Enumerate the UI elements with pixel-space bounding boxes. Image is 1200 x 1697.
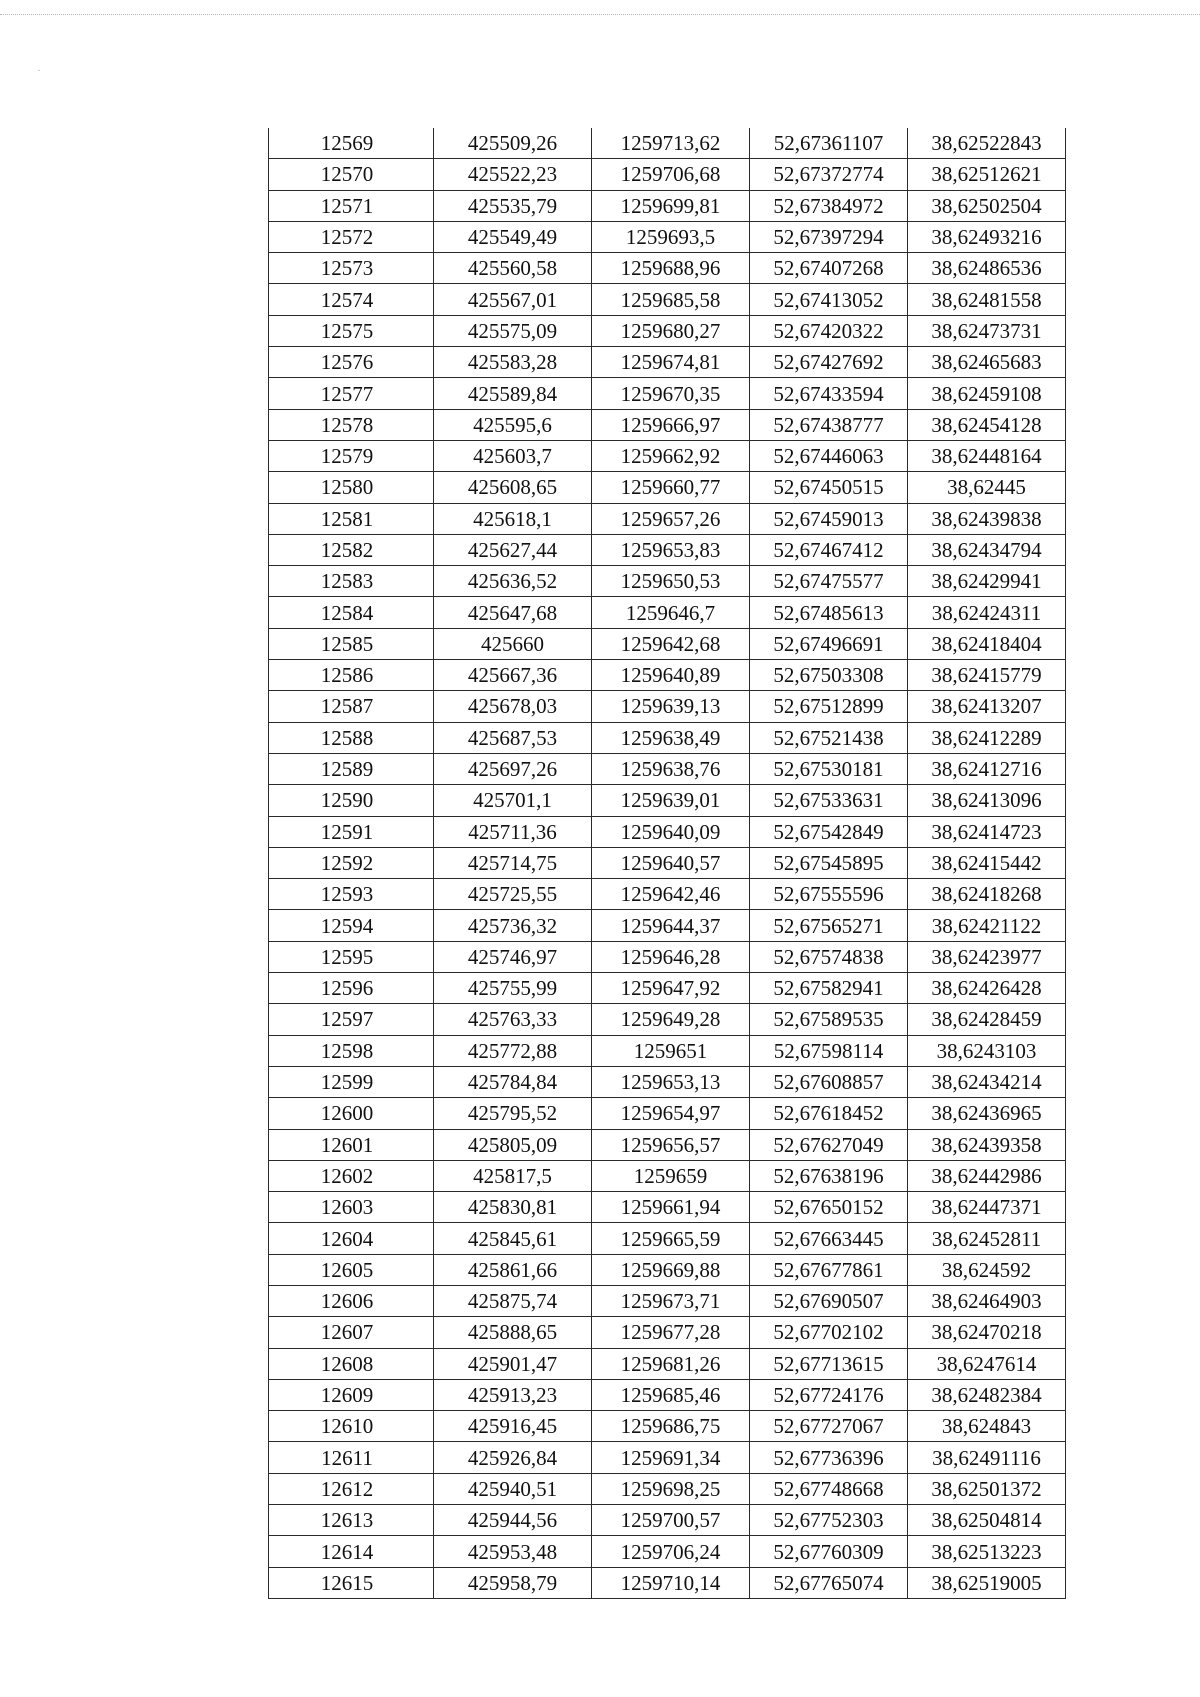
longitude-cell: 38,62445 [908, 472, 1066, 503]
longitude-cell: 38,62504814 [908, 1505, 1066, 1536]
longitude-cell: 38,62415442 [908, 847, 1066, 878]
y-coordinate-cell: 1259710,14 [592, 1567, 750, 1598]
table-row [269, 1066, 1066, 1097]
scan-speck [38, 70, 40, 71]
point-number-cell: 12581 [269, 503, 434, 534]
longitude-cell: 38,624843 [908, 1411, 1066, 1442]
x-coordinate-cell: 425913,23 [434, 1379, 592, 1410]
point-number-cell: 12591 [269, 816, 434, 847]
latitude-cell: 52,67760309 [750, 1536, 908, 1567]
longitude-cell: 38,62502504 [908, 190, 1066, 221]
y-coordinate-cell: 1259677,28 [592, 1317, 750, 1348]
latitude-cell: 52,67475577 [750, 566, 908, 597]
latitude-cell: 52,67724176 [750, 1379, 908, 1410]
longitude-cell: 38,62418404 [908, 628, 1066, 659]
point-number-cell: 12593 [269, 879, 434, 910]
point-number-cell: 12576 [269, 347, 434, 378]
longitude-cell: 38,62414723 [908, 816, 1066, 847]
latitude-cell: 52,67545895 [750, 847, 908, 878]
x-coordinate-cell: 425608,65 [434, 472, 592, 503]
latitude-cell: 52,67446063 [750, 440, 908, 471]
point-number-cell: 12582 [269, 534, 434, 565]
y-coordinate-cell: 1259639,01 [592, 785, 750, 816]
y-coordinate-cell: 1259646,7 [592, 597, 750, 628]
y-coordinate-cell: 1259657,26 [592, 503, 750, 534]
longitude-cell: 38,62412716 [908, 753, 1066, 784]
latitude-cell: 52,67565271 [750, 910, 908, 941]
point-number-cell: 12597 [269, 1004, 434, 1035]
table-row [269, 159, 1066, 190]
table-row [269, 190, 1066, 221]
point-number-cell: 12587 [269, 691, 434, 722]
y-coordinate-cell: 1259644,37 [592, 910, 750, 941]
latitude-cell: 52,67727067 [750, 1411, 908, 1442]
table-row [269, 1411, 1066, 1442]
point-number-cell: 12605 [269, 1254, 434, 1285]
point-number-cell: 12600 [269, 1098, 434, 1129]
table-row [269, 691, 1066, 722]
table-row [269, 1129, 1066, 1160]
y-coordinate-cell: 1259640,09 [592, 816, 750, 847]
y-coordinate-cell: 1259666,97 [592, 409, 750, 440]
longitude-cell: 38,62522843 [908, 128, 1066, 159]
table-row [269, 503, 1066, 534]
latitude-cell: 52,67521438 [750, 722, 908, 753]
x-coordinate-cell: 425736,32 [434, 910, 592, 941]
latitude-cell: 52,67467412 [750, 534, 908, 565]
y-coordinate-cell: 1259688,96 [592, 253, 750, 284]
y-coordinate-cell: 1259653,13 [592, 1066, 750, 1097]
point-number-cell: 12579 [269, 440, 434, 471]
x-coordinate-cell: 425697,26 [434, 753, 592, 784]
x-coordinate-cell: 425583,28 [434, 347, 592, 378]
x-coordinate-cell: 425647,68 [434, 597, 592, 628]
latitude-cell: 52,67555596 [750, 879, 908, 910]
longitude-cell: 38,62452811 [908, 1223, 1066, 1254]
x-coordinate-cell: 425901,47 [434, 1348, 592, 1379]
table-row [269, 879, 1066, 910]
y-coordinate-cell: 1259659 [592, 1160, 750, 1191]
table-row [269, 785, 1066, 816]
y-coordinate-cell: 1259651 [592, 1035, 750, 1066]
x-coordinate-cell: 425830,81 [434, 1192, 592, 1223]
point-number-cell: 12613 [269, 1505, 434, 1536]
y-coordinate-cell: 1259698,25 [592, 1473, 750, 1504]
longitude-cell: 38,62447371 [908, 1192, 1066, 1223]
latitude-cell: 52,67598114 [750, 1035, 908, 1066]
x-coordinate-cell: 425944,56 [434, 1505, 592, 1536]
point-number-cell: 12584 [269, 597, 434, 628]
y-coordinate-cell: 1259647,92 [592, 973, 750, 1004]
x-coordinate-cell: 425746,97 [434, 941, 592, 972]
x-coordinate-cell: 425660 [434, 628, 592, 659]
longitude-cell: 38,62439838 [908, 503, 1066, 534]
latitude-cell: 52,67503308 [750, 660, 908, 691]
table-row [269, 378, 1066, 409]
point-number-cell: 12583 [269, 566, 434, 597]
latitude-cell: 52,67627049 [750, 1129, 908, 1160]
table-row [269, 816, 1066, 847]
x-coordinate-cell: 425926,84 [434, 1442, 592, 1473]
y-coordinate-cell: 1259699,81 [592, 190, 750, 221]
y-coordinate-cell: 1259685,46 [592, 1379, 750, 1410]
table-row [269, 1160, 1066, 1191]
point-number-cell: 12592 [269, 847, 434, 878]
y-coordinate-cell: 1259656,57 [592, 1129, 750, 1160]
latitude-cell: 52,67407268 [750, 253, 908, 284]
longitude-cell: 38,62459108 [908, 378, 1066, 409]
x-coordinate-cell: 425549,49 [434, 221, 592, 252]
y-coordinate-cell: 1259665,59 [592, 1223, 750, 1254]
x-coordinate-cell: 425805,09 [434, 1129, 592, 1160]
latitude-cell: 52,67608857 [750, 1066, 908, 1097]
x-coordinate-cell: 425627,44 [434, 534, 592, 565]
longitude-cell: 38,62442986 [908, 1160, 1066, 1191]
table-row [269, 628, 1066, 659]
point-number-cell: 12599 [269, 1066, 434, 1097]
latitude-cell: 52,67533631 [750, 785, 908, 816]
point-number-cell: 12602 [269, 1160, 434, 1191]
point-number-cell: 12572 [269, 221, 434, 252]
y-coordinate-cell: 1259700,57 [592, 1505, 750, 1536]
latitude-cell: 52,67752303 [750, 1505, 908, 1536]
longitude-cell: 38,62512621 [908, 159, 1066, 190]
longitude-cell: 38,62413096 [908, 785, 1066, 816]
point-number-cell: 12575 [269, 315, 434, 346]
table-row [269, 597, 1066, 628]
latitude-cell: 52,67650152 [750, 1192, 908, 1223]
latitude-cell: 52,67618452 [750, 1098, 908, 1129]
y-coordinate-cell: 1259640,57 [592, 847, 750, 878]
y-coordinate-cell: 1259649,28 [592, 1004, 750, 1035]
longitude-cell: 38,62413207 [908, 691, 1066, 722]
longitude-cell: 38,6247614 [908, 1348, 1066, 1379]
y-coordinate-cell: 1259640,89 [592, 660, 750, 691]
longitude-cell: 38,62465683 [908, 347, 1066, 378]
table-row [269, 253, 1066, 284]
x-coordinate-cell: 425667,36 [434, 660, 592, 691]
table-row [269, 472, 1066, 503]
x-coordinate-cell: 425763,33 [434, 1004, 592, 1035]
point-number-cell: 12588 [269, 722, 434, 753]
longitude-cell: 38,62412289 [908, 722, 1066, 753]
table-row [269, 1035, 1066, 1066]
x-coordinate-cell: 425509,26 [434, 128, 592, 159]
y-coordinate-cell: 1259661,94 [592, 1192, 750, 1223]
point-number-cell: 12569 [269, 128, 434, 159]
point-number-cell: 12614 [269, 1536, 434, 1567]
x-coordinate-cell: 425560,58 [434, 253, 592, 284]
table-row [269, 660, 1066, 691]
point-number-cell: 12585 [269, 628, 434, 659]
longitude-cell: 38,62434214 [908, 1066, 1066, 1097]
longitude-cell: 38,62426428 [908, 973, 1066, 1004]
y-coordinate-cell: 1259673,71 [592, 1285, 750, 1316]
point-number-cell: 12595 [269, 941, 434, 972]
table-row [269, 1223, 1066, 1254]
latitude-cell: 52,67530181 [750, 753, 908, 784]
y-coordinate-cell: 1259681,26 [592, 1348, 750, 1379]
latitude-cell: 52,67459013 [750, 503, 908, 534]
point-number-cell: 12603 [269, 1192, 434, 1223]
longitude-cell: 38,62418268 [908, 879, 1066, 910]
point-number-cell: 12606 [269, 1285, 434, 1316]
longitude-cell: 38,62513223 [908, 1536, 1066, 1567]
scan-top-edge [0, 14, 1200, 15]
y-coordinate-cell: 1259680,27 [592, 315, 750, 346]
table-row [269, 1004, 1066, 1035]
table-row [269, 566, 1066, 597]
latitude-cell: 52,67663445 [750, 1223, 908, 1254]
latitude-cell: 52,67589535 [750, 1004, 908, 1035]
x-coordinate-cell: 425567,01 [434, 284, 592, 315]
longitude-cell: 38,62470218 [908, 1317, 1066, 1348]
latitude-cell: 52,67413052 [750, 284, 908, 315]
latitude-cell: 52,67512899 [750, 691, 908, 722]
table-row [269, 1254, 1066, 1285]
table-row [269, 1567, 1066, 1598]
longitude-cell: 38,6243103 [908, 1035, 1066, 1066]
longitude-cell: 38,62491116 [908, 1442, 1066, 1473]
point-number-cell: 12574 [269, 284, 434, 315]
longitude-cell: 38,62501372 [908, 1473, 1066, 1504]
y-coordinate-cell: 1259660,77 [592, 472, 750, 503]
longitude-cell: 38,62415779 [908, 660, 1066, 691]
x-coordinate-cell: 425714,75 [434, 847, 592, 878]
x-coordinate-cell: 425888,65 [434, 1317, 592, 1348]
y-coordinate-cell: 1259670,35 [592, 378, 750, 409]
point-number-cell: 12611 [269, 1442, 434, 1473]
point-number-cell: 12578 [269, 409, 434, 440]
y-coordinate-cell: 1259639,13 [592, 691, 750, 722]
longitude-cell: 38,62473731 [908, 315, 1066, 346]
y-coordinate-cell: 1259669,88 [592, 1254, 750, 1285]
x-coordinate-cell: 425916,45 [434, 1411, 592, 1442]
latitude-cell: 52,67438777 [750, 409, 908, 440]
coordinates-table [268, 128, 1066, 1599]
longitude-cell: 38,62424311 [908, 597, 1066, 628]
y-coordinate-cell: 1259646,28 [592, 941, 750, 972]
latitude-cell: 52,67736396 [750, 1442, 908, 1473]
point-number-cell: 12615 [269, 1567, 434, 1598]
y-coordinate-cell: 1259693,5 [592, 221, 750, 252]
table-row [269, 1536, 1066, 1567]
point-number-cell: 12571 [269, 190, 434, 221]
table-row [269, 534, 1066, 565]
table-row [269, 1285, 1066, 1316]
latitude-cell: 52,67542849 [750, 816, 908, 847]
latitude-cell: 52,67638196 [750, 1160, 908, 1191]
latitude-cell: 52,67496691 [750, 628, 908, 659]
longitude-cell: 38,62436965 [908, 1098, 1066, 1129]
y-coordinate-cell: 1259685,58 [592, 284, 750, 315]
table-row [269, 973, 1066, 1004]
x-coordinate-cell: 425958,79 [434, 1567, 592, 1598]
latitude-cell: 52,67765074 [750, 1567, 908, 1598]
y-coordinate-cell: 1259638,49 [592, 722, 750, 753]
table-row [269, 753, 1066, 784]
x-coordinate-cell: 425711,36 [434, 816, 592, 847]
point-number-cell: 12596 [269, 973, 434, 1004]
latitude-cell: 52,67574838 [750, 941, 908, 972]
table-row [269, 1505, 1066, 1536]
point-number-cell: 12573 [269, 253, 434, 284]
point-number-cell: 12570 [269, 159, 434, 190]
longitude-cell: 38,62439358 [908, 1129, 1066, 1160]
y-coordinate-cell: 1259654,97 [592, 1098, 750, 1129]
latitude-cell: 52,67361107 [750, 128, 908, 159]
x-coordinate-cell: 425595,6 [434, 409, 592, 440]
longitude-cell: 38,62519005 [908, 1567, 1066, 1598]
point-number-cell: 12607 [269, 1317, 434, 1348]
x-coordinate-cell: 425940,51 [434, 1473, 592, 1504]
y-coordinate-cell: 1259642,68 [592, 628, 750, 659]
table-row [269, 1379, 1066, 1410]
latitude-cell: 52,67372774 [750, 159, 908, 190]
x-coordinate-cell: 425795,52 [434, 1098, 592, 1129]
coordinates-table-body [269, 128, 1066, 1598]
longitude-cell: 38,62434794 [908, 534, 1066, 565]
table-row [269, 409, 1066, 440]
x-coordinate-cell: 425636,52 [434, 566, 592, 597]
latitude-cell: 52,67690507 [750, 1285, 908, 1316]
x-coordinate-cell: 425589,84 [434, 378, 592, 409]
point-number-cell: 12580 [269, 472, 434, 503]
longitude-cell: 38,62454128 [908, 409, 1066, 440]
y-coordinate-cell: 1259642,46 [592, 879, 750, 910]
latitude-cell: 52,67384972 [750, 190, 908, 221]
x-coordinate-cell: 425845,61 [434, 1223, 592, 1254]
table-row [269, 1348, 1066, 1379]
table-row [269, 847, 1066, 878]
longitude-cell: 38,624592 [908, 1254, 1066, 1285]
latitude-cell: 52,67420322 [750, 315, 908, 346]
x-coordinate-cell: 425603,7 [434, 440, 592, 471]
point-number-cell: 12594 [269, 910, 434, 941]
longitude-cell: 38,62481558 [908, 284, 1066, 315]
longitude-cell: 38,62428459 [908, 1004, 1066, 1035]
point-number-cell: 12590 [269, 785, 434, 816]
table-row [269, 128, 1066, 159]
x-coordinate-cell: 425772,88 [434, 1035, 592, 1066]
point-number-cell: 12612 [269, 1473, 434, 1504]
longitude-cell: 38,62421122 [908, 910, 1066, 941]
longitude-cell: 38,62429941 [908, 566, 1066, 597]
table-row [269, 1098, 1066, 1129]
table-row [269, 440, 1066, 471]
longitude-cell: 38,62482384 [908, 1379, 1066, 1410]
y-coordinate-cell: 1259706,68 [592, 159, 750, 190]
x-coordinate-cell: 425701,1 [434, 785, 592, 816]
y-coordinate-cell: 1259686,75 [592, 1411, 750, 1442]
x-coordinate-cell: 425618,1 [434, 503, 592, 534]
x-coordinate-cell: 425875,74 [434, 1285, 592, 1316]
latitude-cell: 52,67713615 [750, 1348, 908, 1379]
point-number-cell: 12604 [269, 1223, 434, 1254]
x-coordinate-cell: 425522,23 [434, 159, 592, 190]
table-row [269, 221, 1066, 252]
latitude-cell: 52,67485613 [750, 597, 908, 628]
table-row [269, 1192, 1066, 1223]
table-row [269, 1473, 1066, 1504]
latitude-cell: 52,67397294 [750, 221, 908, 252]
table-row [269, 941, 1066, 972]
longitude-cell: 38,62423977 [908, 941, 1066, 972]
point-number-cell: 12586 [269, 660, 434, 691]
table-row [269, 910, 1066, 941]
latitude-cell: 52,67702102 [750, 1317, 908, 1348]
y-coordinate-cell: 1259674,81 [592, 347, 750, 378]
longitude-cell: 38,62448164 [908, 440, 1066, 471]
x-coordinate-cell: 425953,48 [434, 1536, 592, 1567]
x-coordinate-cell: 425725,55 [434, 879, 592, 910]
y-coordinate-cell: 1259653,83 [592, 534, 750, 565]
latitude-cell: 52,67677861 [750, 1254, 908, 1285]
y-coordinate-cell: 1259662,92 [592, 440, 750, 471]
y-coordinate-cell: 1259691,34 [592, 1442, 750, 1473]
point-number-cell: 12577 [269, 378, 434, 409]
point-number-cell: 12608 [269, 1348, 434, 1379]
y-coordinate-cell: 1259638,76 [592, 753, 750, 784]
point-number-cell: 12589 [269, 753, 434, 784]
y-coordinate-cell: 1259706,24 [592, 1536, 750, 1567]
point-number-cell: 12601 [269, 1129, 434, 1160]
x-coordinate-cell: 425861,66 [434, 1254, 592, 1285]
table-row [269, 284, 1066, 315]
y-coordinate-cell: 1259650,53 [592, 566, 750, 597]
latitude-cell: 52,67433594 [750, 378, 908, 409]
table-row [269, 1442, 1066, 1473]
x-coordinate-cell: 425817,5 [434, 1160, 592, 1191]
x-coordinate-cell: 425784,84 [434, 1066, 592, 1097]
table-row [269, 347, 1066, 378]
latitude-cell: 52,67450515 [750, 472, 908, 503]
point-number-cell: 12609 [269, 1379, 434, 1410]
x-coordinate-cell: 425755,99 [434, 973, 592, 1004]
x-coordinate-cell: 425575,09 [434, 315, 592, 346]
longitude-cell: 38,62486536 [908, 253, 1066, 284]
table-row [269, 722, 1066, 753]
x-coordinate-cell: 425687,53 [434, 722, 592, 753]
longitude-cell: 38,62493216 [908, 221, 1066, 252]
point-number-cell: 12598 [269, 1035, 434, 1066]
point-number-cell: 12610 [269, 1411, 434, 1442]
longitude-cell: 38,62464903 [908, 1285, 1066, 1316]
y-coordinate-cell: 1259713,62 [592, 128, 750, 159]
table-row [269, 315, 1066, 346]
latitude-cell: 52,67748668 [750, 1473, 908, 1504]
table-row [269, 1317, 1066, 1348]
x-coordinate-cell: 425678,03 [434, 691, 592, 722]
latitude-cell: 52,67582941 [750, 973, 908, 1004]
latitude-cell: 52,67427692 [750, 347, 908, 378]
x-coordinate-cell: 425535,79 [434, 190, 592, 221]
